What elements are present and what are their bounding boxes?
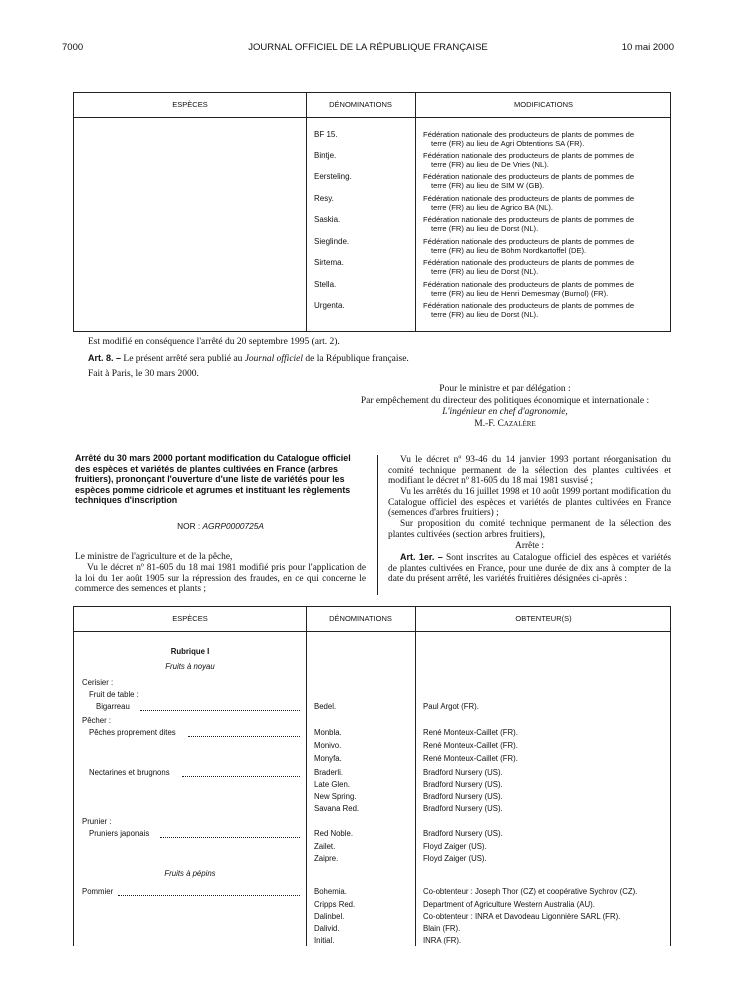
modifications-table [73, 92, 671, 332]
variety-name: Zaipre. [314, 854, 339, 863]
variety-name: Bohemia. [314, 887, 347, 896]
variety-name: Bintje. [314, 151, 337, 160]
obtenteur: René Monteux-Caillet (FR). [423, 754, 518, 763]
modification-text: Fédération nationale des producteurs de plants de pommes de terre (FR) au lieu de Henri Demesmay (Burnol) (FR). [423, 280, 635, 299]
right-paragraph-3: Sur proposition du comité technique permanent de la sélection des plantes cultivées (section arbres fruitiers), [388, 519, 671, 540]
column-divider [377, 455, 378, 595]
modification-text: Fédération nationale des producteurs de plants de pommes de terre (FR) au lieu de Dorst (NL). [423, 258, 635, 277]
variety-name: Eersteling. [314, 172, 352, 181]
page-number: 7000 [62, 42, 84, 53]
article-8: Art. 8. – Le présent arrêté sera publié au Journal officiel de la République française. [88, 353, 409, 364]
variety-name: Dalivid. [314, 924, 340, 933]
species-label: Pommier [82, 887, 114, 896]
arrete-title: Arrêté du 30 mars 2000 portant modification du Catalogue officiel des espèces et variétés de plantes cultivées en France (arbres fruitiers), prononçant l'ouverture d'une liste de variétés pour les espèces pomme cidricole et agrumes et instituant les règlements techniques d'inscription [75, 453, 351, 506]
varieties-table [73, 606, 671, 946]
variety-name: Monyfa. [314, 754, 342, 763]
obtenteur: Co-obtenteur : Joseph Thor (CZ) et coopérative Sychrov (CZ). [423, 887, 638, 896]
modification-text: Fédération nationale des producteurs de plants de pommes de terre (FR) au lieu de Agri Obtentions SA (FR). [423, 130, 635, 149]
species-label: Nectarines et brugnons [89, 768, 170, 777]
right-paragraph-1: Vu le décret nº 93-46 du 14 janvier 1993 portant réorganisation du comité technique permanent de la sélection des plantes cultivées et modifiant le décret nº 81-605 du 18 mai 1981 susvisé ; [388, 455, 671, 486]
variety-name: Resy. [314, 194, 334, 203]
variety-name: Sieglinde. [314, 237, 350, 246]
modification-text: Fédération nationale des producteurs de plants de pommes de terre (FR) au lieu de De Vries (NL). [423, 151, 635, 170]
species-label: Bigarreau [96, 702, 130, 711]
header-denominations: DÉNOMINATIONS [329, 100, 392, 109]
left-paragraph-1: Le ministre de l'agriculture et de la pêche, [75, 552, 233, 562]
variety-name: Braderli. [314, 768, 344, 777]
variety-name: Late Glen. [314, 780, 350, 789]
variety-name: Zailet. [314, 842, 336, 851]
variety-name: Monivo. [314, 741, 342, 750]
variety-name: Red Noble. [314, 829, 354, 838]
variety-name: Dalinbel. [314, 912, 345, 921]
issue-date: 10 mai 2000 [621, 42, 674, 53]
species-label: Pêcher : [82, 716, 112, 725]
running-header [62, 42, 674, 56]
modification-text: Fédération nationale des producteurs de plants de pommes de terre (FR) au lieu de Agrico BA (NL). [423, 194, 635, 213]
arrete-word: Arrête : [515, 541, 544, 551]
obtenteur: Co-obtenteur : INRA et Davodeau Ligonnière SARL (FR). [423, 912, 621, 921]
obtenteur: Floyd Zaiger (US). [423, 854, 487, 863]
variety-name: Saskia. [314, 215, 341, 224]
modification-text: Fédération nationale des producteurs de plants de pommes de terre (FR) au lieu de Dorst (NL). [423, 215, 635, 234]
fait-a-paris: Fait à Paris, le 30 mars 2000. [88, 369, 199, 379]
obtenteur: Department of Agriculture Western Australia (AU). [423, 900, 595, 909]
header-especes: ESPÈCES [172, 100, 208, 109]
species-label: Prunier : [82, 817, 112, 826]
variety-name: Savana Red. [314, 804, 360, 813]
obtenteur: Paul Argot (FR). [423, 702, 479, 711]
nor-reference: NOR : AGRP0000725A [177, 521, 264, 531]
header-obtenteurs: OBTENTEUR(S) [515, 614, 572, 623]
left-paragraph-2: Vu le décret nº 81-605 du 18 mai 1981 modifié pris pour l'application de la loi du 1er août 1905 sur la répression des fraudes, en ce qui concerne le commerce des semences et plants ; [75, 563, 366, 594]
species-label: Cerisier : [82, 678, 114, 687]
variety-name: Bedel. [314, 702, 337, 711]
signature-block: Pour le ministre et par délégation : Par empêchement du directeur des politiques économique et internationale : L'ingénieur en chef d'agronomie, M.-F. Cazalère [360, 384, 650, 429]
species-label: Fruit de table : [89, 690, 139, 699]
variety-name: Initial. [314, 936, 335, 945]
journal-title: JOURNAL OFFICIEL DE LA RÉPUBLIQUE FRANÇAISE [248, 42, 488, 53]
obtenteur: René Monteux-Caillet (FR). [423, 741, 518, 750]
right-paragraph-2: Vu les arrêtés du 16 juillet 1998 et 10 août 1999 portant modification du Catalogue officiel des espèces et variétés de plantes cultivées en France (semences d'arbres fruitiers) ; [388, 487, 671, 518]
variety-name: Cripps Red. [314, 900, 356, 909]
variety-name: Urgenta. [314, 301, 345, 310]
header-denominations: DÉNOMINATIONS [329, 614, 392, 623]
article-1: Art. 1er. – Sont inscrites au Catalogue officiel des espèces et variétés de plantes cultivées en France, pour une durée de dix ans à compter de la date du présent arrêté, les variétés fruitières désignées ci-après : [388, 552, 672, 584]
header-modifications: MODIFICATIONS [513, 100, 574, 109]
variety-name: Sirtema. [314, 258, 344, 267]
obtenteur: INRA (FR). [423, 936, 462, 945]
modification-text: Fédération nationale des producteurs de plants de pommes de terre (FR) au lieu de SIM W (GB). [423, 172, 635, 191]
obtenteur: Bradford Nursery (US). [423, 792, 503, 801]
modification-text: Fédération nationale des producteurs de plants de pommes de terre (FR) au lieu de Dorst (NL). [423, 301, 635, 320]
variety-name: Stella. [314, 280, 337, 289]
variety-name: BF 15. [314, 130, 338, 139]
obtenteur: René Monteux-Caillet (FR). [423, 728, 518, 737]
header-especes: ESPÈCES [172, 614, 208, 623]
obtenteur: Blain (FR). [423, 924, 461, 933]
obtenteur: Floyd Zaiger (US). [423, 842, 487, 851]
obtenteur: Bradford Nursery (US). [423, 829, 503, 838]
obtenteur: Bradford Nursery (US). [423, 804, 503, 813]
modification-text: Fédération nationale des producteurs de plants de pommes de terre (FR) au lieu de Böhm Nordkartoffel (DE). [423, 237, 635, 256]
species-label: Pêches proprement dites [89, 728, 176, 737]
species-label: Pruniers japonais [89, 829, 150, 838]
modification-note: Est modifié en conséquence l'arrêté du 20 septembre 1995 (art. 2). [88, 337, 340, 347]
obtenteur: Bradford Nursery (US). [423, 768, 503, 777]
variety-name: New Spring. [314, 792, 357, 801]
variety-name: Monbla. [314, 728, 342, 737]
section-heading: Fruits à pépins [164, 869, 216, 878]
section-heading: Fruits à noyau [165, 662, 215, 671]
rubrique-heading: Rubrique I [170, 647, 210, 656]
obtenteur: Bradford Nursery (US). [423, 780, 503, 789]
